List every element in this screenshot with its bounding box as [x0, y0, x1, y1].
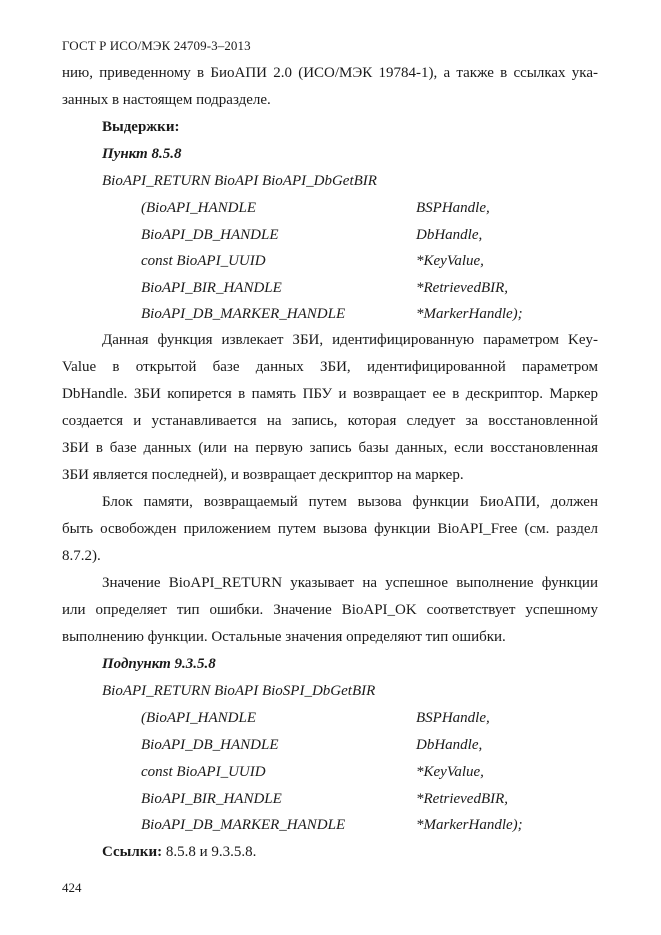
clause1-title: Пункт 8.5.8: [102, 146, 182, 162]
excerpts-heading: Выдержки:: [102, 119, 180, 135]
clause2-param-type: const BioAPI_UUID: [141, 764, 266, 780]
references-value: 8.5.8 и 9.3.5.8.: [165, 844, 257, 860]
paragraph1-line-3: DbHandle. ЗБИ копирется в память ПБУ и возвращает ее в дескриптор. Маркер: [62, 386, 598, 402]
clause1-param-name: *RetrievedBIR,: [416, 280, 509, 296]
clause1-param-type: BioAPI_BIR_HANDLE: [141, 280, 282, 296]
references-label: Ссылки:: [102, 844, 163, 860]
paragraph3-line-3: выполнению функции. Остальные значения определяют тип ошибки.: [62, 629, 506, 645]
clause2-title: Подпункт 9.3.5.8: [102, 656, 216, 672]
clause2-param-name: *KeyValue,: [416, 764, 484, 780]
paragraph1-line-4: создается и устанавливается на запись, которая следует за восстановленной: [62, 413, 598, 429]
paragraph2-line-1: Блок памяти, возвращаемый путем вызова функции БиоАПИ, должен: [102, 494, 598, 510]
clause2-param-type: BioAPI_DB_HANDLE: [141, 737, 279, 753]
paragraph2-line-2: быть освобожден приложением путем вызова функции BioAPI_Free (см. раздел: [62, 521, 598, 537]
clause2-param-name: BSPHandle,: [416, 710, 490, 726]
intro-line-1: нию, приведенному в БиоАПИ 2.0 (ИСО/МЭК 19784-1), а также в ссылках ука-: [62, 65, 598, 81]
clause1-signature: BioAPI_RETURN BioAPI BioAPI_DbGetBIR: [102, 173, 377, 189]
paragraph1-line-2: Value в открытой базе данных ЗБИ, идентифицированной параметром: [62, 359, 598, 375]
paragraph1-line-6: ЗБИ является последней), и возвращает дескриптор на маркер.: [62, 467, 464, 483]
page-number: 424: [62, 880, 82, 895]
clause1-param-name: BSPHandle,: [416, 200, 490, 216]
clause2-param-type: (BioAPI_HANDLE: [141, 710, 256, 726]
clause2-param-name: *MarkerHandle);: [416, 817, 523, 833]
clause1-param-type: const BioAPI_UUID: [141, 253, 266, 269]
clause1-param-type: BioAPI_DB_HANDLE: [141, 227, 279, 243]
intro-line-2: занных в настоящем подразделе.: [62, 92, 271, 108]
clause1-param-name: *KeyValue,: [416, 253, 484, 269]
clause2-signature: BioAPI_RETURN BioAPI BioSPI_DbGetBIR: [102, 683, 376, 699]
paragraph1-line-5: ЗБИ в базе данных (или на первую запись базы данных, если восстановленная: [62, 440, 598, 456]
paragraph2-line-3: 8.7.2).: [62, 548, 101, 564]
clause2-param-type: BioAPI_DB_MARKER_HANDLE: [141, 817, 346, 833]
clause1-param-name: *MarkerHandle);: [416, 306, 523, 322]
clause2-param-name: DbHandle,: [416, 737, 483, 753]
references-line: [102, 843, 598, 861]
clause1-param-name: DbHandle,: [416, 227, 483, 243]
clause1-param-type: (BioAPI_HANDLE: [141, 200, 256, 216]
clause2-param-type: BioAPI_BIR_HANDLE: [141, 791, 282, 807]
clause2-param-name: *RetrievedBIR,: [416, 791, 509, 807]
paragraph3-line-1: Значение BioAPI_RETURN указывает на успешное выполнение функции: [102, 575, 598, 591]
paragraph3-line-2: или определяет тип ошибки. Значение BioAPI_OK соответствует успешному: [62, 602, 598, 618]
clause1-param-type: BioAPI_DB_MARKER_HANDLE: [141, 306, 346, 322]
paragraph1-line-1: Данная функция извлекает ЗБИ, идентифицированную параметром Key-: [102, 332, 598, 348]
running-header: ГОСТ Р ИСО/МЭК 24709-3–2013: [62, 38, 251, 53]
